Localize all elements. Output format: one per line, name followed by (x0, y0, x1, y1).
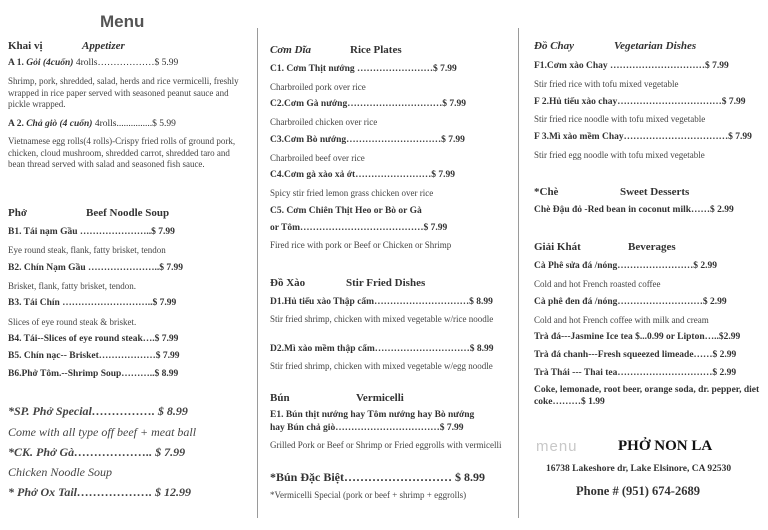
section-dessert-header (534, 186, 764, 198)
item-c1-desc: Charbroiled pork over rice (270, 82, 366, 92)
special-oxtail (8, 485, 191, 500)
dessert-en: Sweet Desserts (620, 186, 690, 198)
item-e1: E1. Bún thịt nướng hay Tôm nướng hay Bò nướng (270, 410, 475, 420)
section-appetizer-header (8, 40, 248, 52)
item-b2: B2. Chín Nạm Gầu …………………..$ 7.99 (8, 263, 183, 273)
pho-en: Beef Noodle Soup (86, 207, 170, 219)
special-sp-text: *SP. Phở Special……………. $ 8.99 (8, 404, 188, 418)
item-a2-desc: Vietnamese egg rolls(4 rolls)-Crispy fried rolls of ground pork, chicken, cloud mushroom, shredded carrot, shredded taro and bean thread served with salad and seasoned fish sauce. (8, 136, 236, 169)
item-f2-desc: Stir fried rice noodle with tofu mixed vegetable (534, 114, 706, 124)
section-vermicelli-header (270, 392, 510, 404)
stirfry-vn: Đồ Xào (270, 277, 306, 289)
column-middle (262, 0, 512, 530)
item-f1: F1.Cơm xào Chay …………………………$ 7.99 (534, 61, 729, 71)
item-c2-desc: Charbroiled chicken over rice (270, 117, 378, 127)
item-c5-desc: Fired rice with pork or Beef or Chicken or Shrimp (270, 240, 452, 250)
item-b4: B4. Tái--Slices of eye round steak….$ 7.99 (8, 334, 179, 344)
item-a2-code: A 2. (8, 119, 24, 129)
item-d1-desc: Stir fried shrimp, chicken with mixed vegetable w/rice noodle (270, 314, 494, 324)
section-rice-header (270, 44, 510, 56)
item-c4-desc: Spicy stir fried lemon grass chicken over rice (270, 188, 434, 198)
special-ck (8, 445, 185, 460)
column-left (0, 0, 252, 530)
item-f3-desc: Stir fried egg noodle with tofu mixed vegetable (534, 150, 705, 160)
rice-en: Rice Plates (350, 44, 402, 56)
item-ca-phe-sua-desc: Cold and hot French roasted coffee (534, 279, 661, 289)
appetizer-vn: Khai vị (8, 40, 43, 52)
restaurant-phone: Phone # (951) 674-2689 (576, 484, 700, 498)
item-ca-phe-sua: Cà Phê sửa đá /nóng……………………$ 2.99 (534, 261, 718, 271)
item-c5-cont: or Tôm…………………………………$ 7.99 (270, 223, 448, 233)
item-c3: C3.Cơm Bò nướng…………………………$ 7.99 (270, 135, 465, 145)
item-ca-phe-den-desc: Cold and hot French coffee with milk and cream (534, 315, 709, 325)
bev-en: Beverages (628, 241, 676, 253)
special-ck-desc: Chicken Noodle Soup (8, 465, 112, 479)
item-f2: F 2.Hủ tiếu xào chay……………………………$ 7.99 (534, 97, 746, 107)
item-tra-da-chanh: Trà đá chanh---Fresh squeezed limeade……$ 2.99 (534, 350, 737, 360)
item-b5: B5. Chín nạc-- Brisket………………$ 7.99 (8, 351, 180, 361)
special-ck-text: *CK. Phở Gà……………….. $ 7.99 (8, 445, 186, 459)
column-divider-right (518, 28, 519, 518)
item-c5: C5. Cơm Chiên Thịt Heo or Bò or Gà (270, 206, 422, 216)
item-c3-desc: Charbroiled beef over rice (270, 153, 365, 163)
item-e1-cont: hay Bún chả giò……………………………$ 7.99 (270, 423, 464, 433)
item-a2 (8, 119, 176, 129)
item-c2: C2.Cơm Gà nướng…………………………$ 7.99 (270, 99, 466, 109)
item-b3-desc: Slices of eye round steak & brisket. (8, 317, 137, 327)
column-right (526, 0, 764, 530)
item-tra-thai: Trà Thái --- Thai tea…………………………$ 2.99 (534, 368, 737, 378)
restaurant-name: PHỞ NON LA (618, 438, 713, 454)
item-b3: B3. Tái Chín ………………………..$ 7.99 (8, 298, 177, 308)
item-che-dau-do: Chè Đậu đỏ -Red bean in coconut milk……$ 2.99 (534, 205, 734, 215)
item-a2-price: 4rolls...............$ 5.99 (92, 119, 176, 129)
bev-vn: Giải Khát (534, 241, 581, 253)
special-sp-desc: Come with all type off beef + meat ball (8, 425, 197, 439)
item-bun-special-desc: *Vermicelli Special (pork or beef + shrimp + eggrolls) (270, 490, 467, 500)
item-ca-phe-den: Cà phê đen đá /nóng………………………$ 2.99 (534, 297, 727, 307)
item-tra-da: Trà đá---Jasmine Ice tea $...0.99 or Lipton…..$2.99 (534, 332, 741, 342)
section-bev-header (534, 241, 764, 253)
special-oxtail-text: * Phở Ox Tail………………. $ 12.99 (8, 485, 192, 499)
item-c4: C4.Cơm gà xào xả ớt……………………$ 7.99 (270, 170, 455, 180)
appetizer-en: Appetizer (82, 40, 125, 52)
item-b1-desc: Eye round steak, flank, fatty brisket, tendon (8, 245, 166, 255)
section-pho-header (8, 207, 248, 219)
dessert-vn: *Chè (534, 186, 559, 198)
rice-vn: Cơm Dĩa (270, 44, 312, 56)
item-b2-desc: Brisket, flank, fatty brisket, tendon. (8, 281, 136, 291)
section-veg-header (534, 40, 764, 52)
veg-vn: Đồ Chay (534, 40, 575, 52)
menu-title: Menu (100, 12, 145, 31)
section-stirfry-header (270, 277, 510, 289)
item-b6: B6.Phở Tôm.--Shrimp Soup………..$ 8.99 (8, 369, 179, 379)
item-a2-name: Chả giò (4 cuốn) (26, 119, 93, 129)
column-divider-left (257, 28, 258, 518)
faded-menu-logo: menu (536, 438, 578, 455)
vermicelli-vn: Bún (270, 392, 290, 404)
pho-vn: Phở (8, 207, 27, 219)
item-a1-code: A 1. (8, 58, 24, 68)
item-bun-special: *Bún Đặc Biệt……………………… $ 8.99 (270, 470, 486, 484)
item-d1: D1.Hủ tiếu xào Thập cẩm…………………………$ 8.99 (270, 297, 493, 307)
item-f1-desc: Stir fried rice with tofu mixed vegetable (534, 79, 679, 89)
item-b1: B1. Tái nạm Gầu …………………..$ 7.99 (8, 227, 175, 237)
item-c1: C1. Cơm Thịt nướng ……………………$ 7.99 (270, 64, 457, 74)
vermicelli-en: Vermicelli (356, 392, 404, 404)
veg-en: Vegetarian Dishes (614, 40, 697, 52)
item-d2-desc: Stir fried shrimp, chicken with mixed vegetable w/egg noodle (270, 361, 493, 371)
item-e1-desc: Grilled Pork or Beef or Shrimp or Fried eggrolls with vermicelli (270, 440, 502, 450)
item-a1-price: 4rolls………………$ 5.99 (73, 58, 179, 68)
special-sp (8, 404, 188, 419)
item-a1-desc: Shrimp, pork, shredded, salad, herds and rice vermicelli, freshly wrapped in rice paper served with seasoned peanut sauce and pickle wrapped. (8, 76, 239, 109)
stirfry-en: Stir Fried Dishes (346, 277, 426, 289)
item-soda: Coke, lemonade, root beer, orange soda, dr. pepper, diet coke………$ 1.99 (534, 385, 760, 407)
item-d2: D2.Mì xào mềm thập cẩm…………………………$ 8.99 (270, 344, 494, 354)
restaurant-address: 16738 Lakeshore dr, Lake Elsinore, CA 92530 (546, 464, 732, 474)
item-a1-name: Gỏi (4cuốn) (26, 58, 74, 68)
item-a1 (8, 58, 178, 68)
item-f3: F 3.Mì xào mềm Chay……………………………$ 7.99 (534, 132, 752, 142)
